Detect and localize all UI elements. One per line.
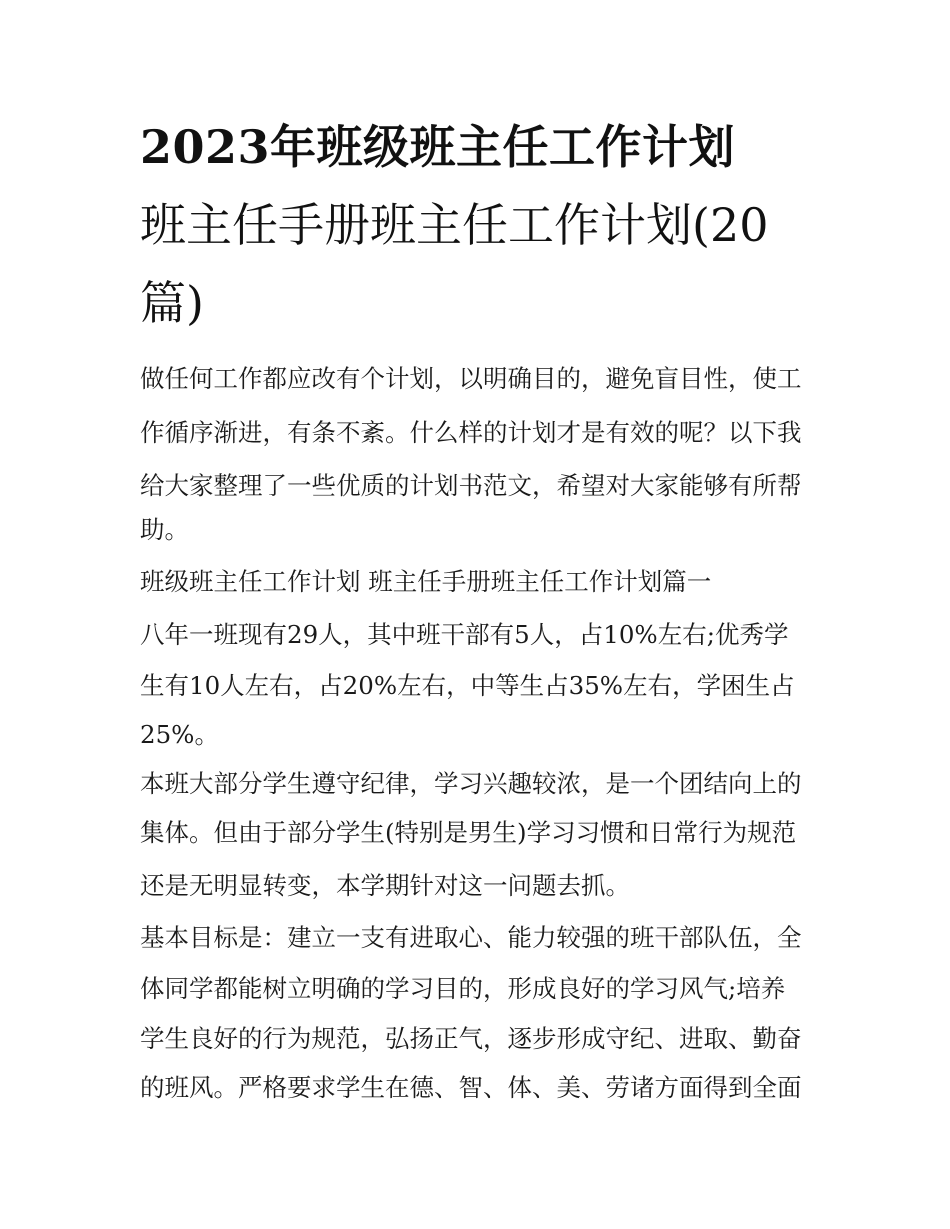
class-situation-line-3: 还是无明显转变，本学期针对这一问题去抓。 — [140, 871, 630, 900]
class-stats-line-3: 25%。 — [140, 720, 219, 749]
intro-line-2: 作循序渐进，有条不紊。什么样的计划才是有效的呢？以下我 — [140, 418, 802, 447]
document-title-line-2: 班主任手册班主任工作计划(20 — [140, 198, 769, 252]
goals-line-3: 学生良好的行为规范，弘扬正气，逐步形成守纪、进取、勤奋 — [140, 1024, 802, 1053]
goals-line-4: 的班风。严格要求学生在德、智、体、美、劳诸方面得到全面 — [140, 1073, 802, 1102]
class-stats-line-1: 八年一班现有29人，其中班干部有5人，占10%左右;优秀学 — [140, 620, 789, 649]
class-situation-line-1: 本班大部分学生遵守纪律，学习兴趣较浓，是一个团结向上的 — [140, 769, 802, 798]
class-stats-line-2: 生有10人左右，占20%左右，中等生占35%左右，学困生占 — [140, 671, 795, 700]
intro-line-3: 给大家整理了一些优质的计划书范文，希望对大家能够有所帮 — [140, 471, 802, 500]
section-heading: 班级班主任工作计划 班主任手册班主任工作计划篇一 — [140, 567, 712, 596]
intro-line-4: 助。 — [140, 515, 189, 544]
class-situation-line-2: 集体。但由于部分学生(特别是男生)学习习惯和日常行为规范 — [140, 818, 797, 847]
goals-line-2: 体同学都能树立明确的学习目的，形成良好的学习风气;培养 — [140, 974, 786, 1003]
document-title-line-1: 2023年班级班主任工作计划 — [140, 120, 736, 174]
intro-line-1: 做任何工作都应改有个计划，以明确目的，避免盲目性，使工 — [140, 364, 802, 393]
goals-line-1: 基本目标是：建立一支有进取心、能力较强的班干部队伍，全 — [140, 923, 802, 952]
document-title-line-3: 篇) — [140, 276, 204, 330]
